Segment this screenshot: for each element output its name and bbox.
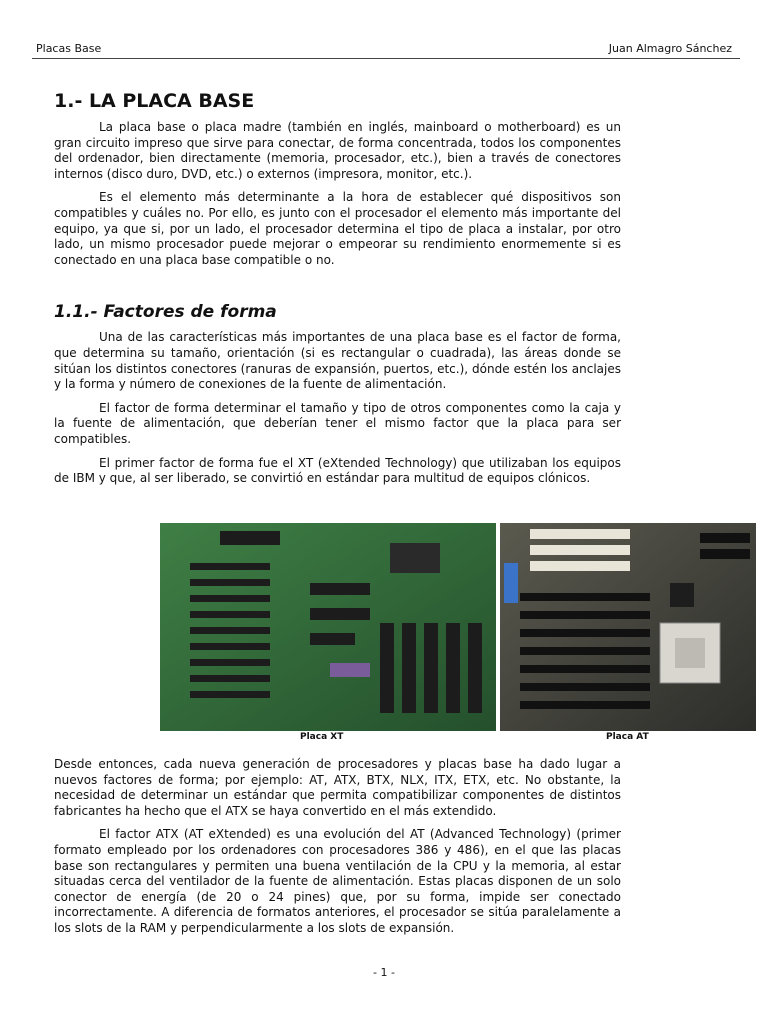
- document-body: [54, 90, 621, 495]
- paragraph: Una de las características más importantes de una placa base es el factor de forma, que determina su tamaño, orientación (si es rectangular o cuadrada), las áreas donde se sitúan los distintos conectores (ranuras de expansión, puertos, etc.), dónde estén los anclajes y la forma y número de conexiones de la fuente de alimentación.: [54, 330, 621, 392]
- paragraph: Desde entonces, cada nueva generación de procesadores y placas base ha dado lugar a nuevos factores de forma; por ejemplo: AT, ATX, BTX, NLX, ITX, ETX, etc. No obstante, la necesidad de determinar un estándar que permita compatibilizar componentes de distintos fabricantes ha hecho que el ATX se haya convertido en el más extendido.: [54, 757, 621, 818]
- caption-xt: Placa XT: [300, 732, 344, 742]
- paragraph: El factor ATX (AT eXtended) es una evolución del AT (Advanced Technology) (primer formato empleado por los ordenadores con procesadores 386 y 486), en el que las placas base son rectangulares y permiten una buena ventilación de la CPU y la memoria, al estar situadas cerca del ventilador de la fuente de alimentación. Estas placas disponen de un solo conector de energía (de 20 o 24 pines) que, por su forma, impide ser conectado incorrectamente. A diferencia de formatos anteriores, el procesador se sitúa paralelamente a los slots de la RAM y perpendicularmente a los slots de expansión.: [54, 827, 621, 935]
- document-body-continued: [54, 757, 621, 945]
- header-left-title: Placas Base: [36, 42, 102, 55]
- caption-at: Placa AT: [606, 732, 649, 742]
- photo-xt-board: [160, 523, 496, 742]
- paragraph: El primer factor de forma fue el XT (eXtended Technology) que utilizaban los equipos de IBM y que, al ser liberado, se convirtió en estándar para multitud de equipos clónicos.: [54, 455, 621, 486]
- header-author: Juan Almagro Sánchez: [608, 42, 732, 55]
- paragraph: El factor de forma determinar el tamaño y tipo de otros componentes como la caja y la fuente de alimentación, que deberían tener el mismo factor que la placa para ser compatibles.: [54, 400, 621, 446]
- section-title: 1.- LA PLACA BASE: [54, 90, 255, 112]
- page-number: - 1 -: [373, 966, 395, 979]
- photo-at-board: [500, 523, 756, 742]
- paragraph: La placa base o placa madre (también en inglés, mainboard o motherboard) es un gran circuito impreso que sirve para conectar, de forma concentrada, todos los componentes del ordenador, bien directamente (memoria, procesador, etc.), bien a través de conectores internos (disco duro, DVD, etc.) o externos (impresora, monitor, etc.).: [54, 120, 621, 181]
- page-header: [32, 42, 740, 59]
- paragraph: Es el elemento más determinante a la hora de establecer qué dispositivos son compatibles y cuáles no. Por ello, es junto con el procesador el elemento más importante del equipo, ya que si, por un lado, el procesador determina el tipo de placa a instalar, por otro lado, un mismo procesador puede mejorar o empeorar su rendimiento enormemente si es conectado en una placa base compatible o no.: [54, 190, 621, 267]
- motherboard-figure: [160, 523, 756, 753]
- subsection-title: 1.1.- Factores de forma: [54, 302, 277, 323]
